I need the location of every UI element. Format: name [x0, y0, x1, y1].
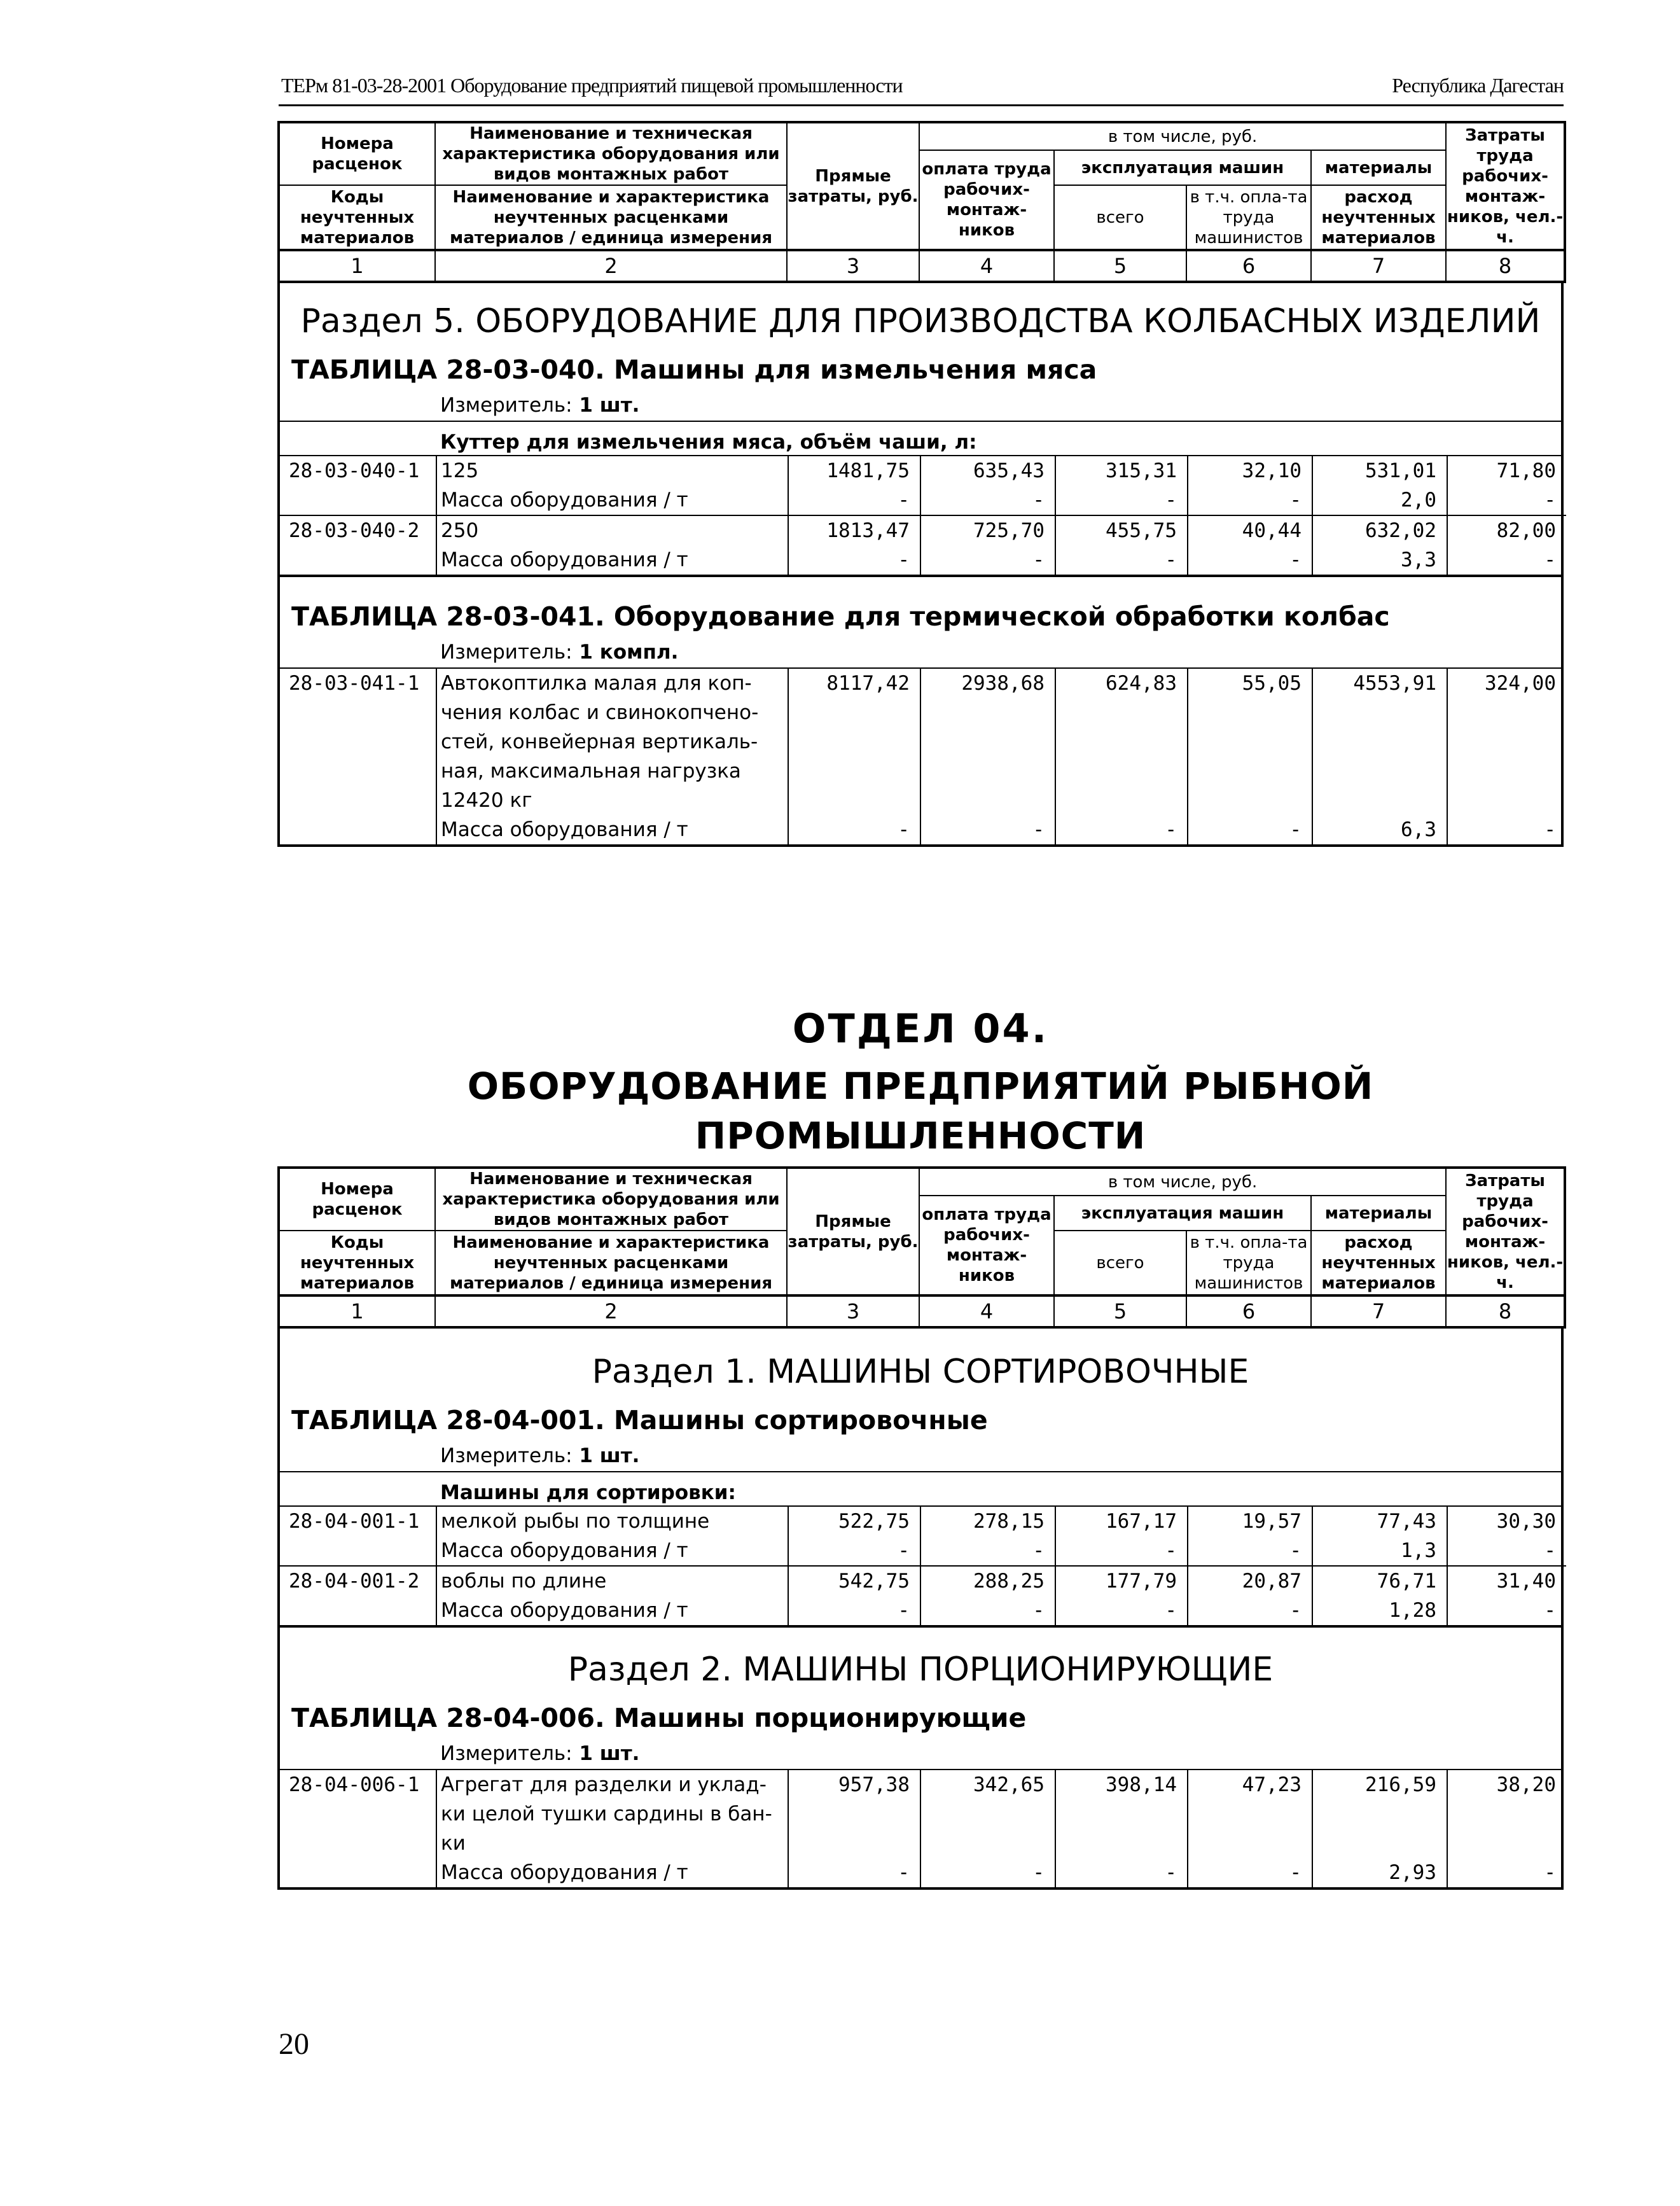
column-number: 3 — [787, 250, 919, 282]
rate-name: Масса оборудования / т — [436, 485, 788, 515]
rate-code: 28-04-006-1 — [289, 1773, 420, 1796]
value-labor-pay: 342,65 — [920, 1770, 1055, 1858]
value-direct-costs: 542,75 — [788, 1566, 920, 1596]
header-machinist-pay: в т.ч. опла-та труда машинистов — [1186, 185, 1311, 250]
value-labor-hours: 82,00 — [1447, 515, 1566, 545]
value-material-usage: 2,0 — [1312, 485, 1447, 515]
value-direct-costs: - — [788, 545, 920, 575]
rate-name-line: ки целой тушки сардины в бан- — [441, 1803, 772, 1826]
mass-row — [280, 1596, 1566, 1625]
value-machinist-pay: 47,23 — [1188, 1770, 1312, 1858]
mass-row — [280, 545, 1566, 575]
section-title: Раздел 2. МАШИНЫ ПОРЦИОНИРУЮЩИЕ — [567, 1651, 1274, 1689]
unit-value: 1 компл. — [579, 641, 679, 664]
header-materials: материалы — [1311, 1196, 1446, 1231]
value-direct-costs: 1481,75 — [788, 456, 920, 485]
unit-label: Измеритель: — [440, 1444, 573, 1467]
header-labor-hours: Затраты труда рабочих-монтаж-ников, чел.-ч. — [1446, 1168, 1565, 1295]
value-machines-total: 167,17 — [1055, 1507, 1188, 1536]
unit-of-measure — [280, 394, 1561, 422]
unit-of-measure — [280, 1444, 1561, 1472]
value-material-usage: 2,93 — [1312, 1858, 1447, 1887]
rate-name: Масса оборудования / т — [436, 1858, 788, 1887]
division-number: ОТДЕЛ 04. — [792, 1005, 1049, 1052]
rate-name: 250 — [436, 515, 788, 545]
value-machinist-pay: 20,87 — [1188, 1566, 1312, 1596]
rate-code — [280, 815, 436, 844]
mass-row — [280, 1858, 1566, 1887]
rates-rows — [280, 669, 1566, 844]
rate-name-line: чения колбас и свинокопчено- — [441, 701, 759, 724]
rates-rows — [280, 1507, 1566, 1625]
header-machines: эксплуатация машин — [1054, 1196, 1311, 1231]
division-title-line: ПРОМЫШЛЕННОСТИ — [695, 1114, 1146, 1157]
value-labor-hours: 38,20 — [1447, 1770, 1566, 1858]
value-material-usage: 76,71 — [1312, 1566, 1447, 1596]
rate-name: Масса оборудования / т — [436, 1596, 788, 1625]
rate-code: 28-03-040-2 — [280, 515, 436, 545]
column-number: 5 — [1054, 1295, 1186, 1327]
rate-name: воблы по длине — [436, 1566, 788, 1596]
value-machines-total: 177,79 — [1055, 1566, 1188, 1596]
value-machinist-pay: - — [1188, 1858, 1312, 1887]
column-number: 3 — [787, 1295, 919, 1327]
table-title: ТАБЛИЦА 28-03-040. Машины для измельчения мяса — [291, 354, 1097, 385]
rates-content-1 — [277, 283, 1564, 847]
column-number: 8 — [1446, 1295, 1565, 1327]
rate-code: 28-04-001-2 — [280, 1566, 436, 1596]
value-material-usage: 216,59 — [1312, 1770, 1447, 1858]
value-direct-costs: 1813,47 — [788, 515, 920, 545]
division-title — [277, 1061, 1564, 1161]
value-direct-costs: 8117,42 — [788, 669, 920, 815]
rate-name-line: 12420 кг — [441, 789, 532, 812]
value-labor-pay: - — [920, 1858, 1055, 1887]
column-header — [277, 121, 1566, 283]
rate-row — [280, 669, 1566, 815]
header-including: в том числе, руб. — [919, 122, 1446, 150]
value-machines-total: - — [1055, 1536, 1188, 1566]
value-direct-costs: - — [788, 815, 920, 844]
value-material-usage: 632,02 — [1312, 515, 1447, 545]
value-machinist-pay: 32,10 — [1188, 456, 1312, 485]
value-labor-pay: - — [920, 815, 1055, 844]
rate-name-line: ная, максимальная нагрузка — [441, 760, 741, 783]
column-number: 4 — [919, 250, 1054, 282]
value-machinist-pay: 19,57 — [1188, 1507, 1312, 1536]
unit-of-measure — [280, 641, 1561, 669]
value-labor-hours: 71,80 — [1447, 456, 1566, 485]
column-number: 2 — [435, 1295, 787, 1327]
rate-code: 28-03-040-1 — [289, 459, 420, 482]
header-name: Наименование и техническая характеристика оборудования или видов монтажных работ — [435, 1168, 787, 1231]
rates-rows — [280, 1770, 1566, 1887]
rate-name: 125 — [436, 456, 788, 485]
value-machines-total: - — [1055, 545, 1188, 575]
value-labor-hours: - — [1447, 1858, 1566, 1887]
value-machinist-pay: 40,44 — [1188, 515, 1312, 545]
column-header — [277, 1166, 1566, 1329]
header-name: Наименование и техническая характеристика оборудования или видов монтажных работ — [435, 122, 787, 185]
header-codes: Номера расценок — [279, 122, 435, 185]
division-title-line: ОБОРУДОВАНИЕ ПРЕДПРИЯТИЙ РЫБНОЙ — [467, 1065, 1374, 1108]
rate-name-line: Автокоптилка малая для коп- — [441, 672, 752, 695]
value-machines-total: 315,31 — [1055, 456, 1188, 485]
running-head-region: Республика Дагестан — [1392, 74, 1564, 97]
value-labor-hours: 31,40 — [1447, 1566, 1566, 1596]
group-heading: Машины для сортировки: — [280, 1472, 1561, 1507]
header-material-names: Наименование и характеристика неучтенных расценками материалов / единица измерения — [435, 1231, 787, 1295]
rates-table-block-1 — [277, 121, 1564, 847]
value-direct-costs: - — [788, 1536, 920, 1566]
unit-label: Измеритель: — [440, 1742, 573, 1765]
rates-rows — [280, 456, 1566, 575]
value-machines-total: - — [1055, 485, 1188, 515]
table-title: ТАБЛИЦА 28-03-041. Оборудование для термической обработки колбас — [291, 601, 1390, 632]
table-title: ТАБЛИЦА 28-04-001. Машины сортировочные — [291, 1405, 988, 1435]
header-material-usage: расход неучтенных материалов — [1311, 185, 1446, 250]
unit-label: Измеритель: — [440, 394, 573, 417]
value-material-usage: 77,43 — [1312, 1507, 1447, 1536]
value-direct-costs: - — [788, 1858, 920, 1887]
value-labor-hours: - — [1447, 545, 1566, 575]
value-machinist-pay: - — [1188, 815, 1312, 844]
rate-code — [280, 545, 436, 575]
running-head — [279, 71, 1564, 106]
value-direct-costs: 522,75 — [788, 1507, 920, 1536]
table-title: ТАБЛИЦА 28-04-006. Машины порционирующие — [291, 1703, 1027, 1733]
rate-code — [280, 1536, 436, 1566]
value-labor-pay: - — [920, 1596, 1055, 1625]
value-material-usage: 531,01 — [1312, 456, 1447, 485]
value-material-usage: 1,3 — [1312, 1536, 1447, 1566]
column-number: 6 — [1186, 250, 1311, 282]
header-material-names: Наименование и характеристика неучтенных расценками материалов / единица измерения — [435, 185, 787, 250]
column-number: 5 — [1054, 250, 1186, 282]
column-number: 7 — [1311, 250, 1446, 282]
unit-of-measure — [280, 1742, 1561, 1770]
unit-value: 1 шт. — [579, 1444, 640, 1467]
running-head-title: ТЕРм 81-03-28-2001 Оборудование предприятий пищевой промышленности — [281, 74, 903, 97]
value-machinist-pay: - — [1188, 1536, 1312, 1566]
rates-content-2 — [277, 1329, 1564, 1890]
value-labor-pay: 2938,68 — [920, 669, 1055, 815]
value-direct-costs: - — [788, 1596, 920, 1625]
rate-row — [280, 515, 1566, 545]
header-codes: Номера расценок — [279, 1168, 435, 1231]
group-heading: Куттер для измельчения мяса, объём чаши, л: — [280, 422, 1561, 456]
value-labor-pay: 288,25 — [920, 1566, 1055, 1596]
value-labor-hours: - — [1447, 1596, 1566, 1625]
section-title: Раздел 1. МАШИНЫ СОРТИРОВОЧНЫЕ — [592, 1353, 1249, 1391]
rate-name: Масса оборудования / т — [436, 545, 788, 575]
header-machines: эксплуатация машин — [1054, 150, 1311, 185]
unit-value: 1 шт. — [579, 394, 640, 417]
value-labor-pay: - — [920, 545, 1055, 575]
value-material-usage: 3,3 — [1312, 545, 1447, 575]
header-direct-costs: Прямые затраты, руб. — [787, 1168, 919, 1295]
header-labor-hours: Затраты труда рабочих-монтаж-ников, чел.-ч. — [1446, 122, 1565, 250]
rates-table-block-2 — [277, 1166, 1564, 1890]
section-title: Раздел 5. ОБОРУДОВАНИЕ ДЛЯ ПРОИЗВОДСТВА КОЛБАСНЫХ ИЗДЕЛИЙ — [300, 302, 1541, 340]
value-labor-hours: 30,30 — [1447, 1507, 1566, 1536]
rate-row — [280, 1507, 1566, 1536]
rate-name — [436, 1770, 788, 1858]
rate-code — [280, 485, 436, 515]
value-material-usage: 1,28 — [1312, 1596, 1447, 1625]
column-number: 6 — [1186, 1295, 1311, 1327]
header-material-codes: Коды неучтенных материалов — [279, 185, 435, 250]
value-direct-costs: - — [788, 485, 920, 515]
header-material-codes: Коды неучтенных материалов — [279, 1231, 435, 1295]
rate-name-line: ки — [441, 1832, 466, 1855]
column-number: 2 — [435, 250, 787, 282]
rate-name — [436, 669, 788, 815]
value-machinist-pay: 55,05 — [1188, 669, 1312, 815]
value-labor-pay: - — [920, 485, 1055, 515]
unit-value: 1 шт. — [579, 1742, 640, 1765]
value-labor-pay: 725,70 — [920, 515, 1055, 545]
value-machines-total: 455,75 — [1055, 515, 1188, 545]
value-machines-total: - — [1055, 1858, 1188, 1887]
rate-name: Масса оборудования / т — [436, 1536, 788, 1566]
header-machines-total: всего — [1054, 185, 1186, 250]
header-machinist-pay: в т.ч. опла-та труда машинистов — [1186, 1231, 1311, 1295]
value-machines-total: 624,83 — [1055, 669, 1188, 815]
mass-row — [280, 1536, 1566, 1566]
rate-name-line: Агрегат для разделки и уклад- — [441, 1773, 767, 1796]
value-machinist-pay: - — [1188, 545, 1312, 575]
column-number: 1 — [279, 250, 435, 282]
value-machines-total: - — [1055, 815, 1188, 844]
header-materials: материалы — [1311, 150, 1446, 185]
rate-code — [280, 1596, 436, 1625]
header-machines-total: всего — [1054, 1231, 1186, 1295]
column-numbers — [279, 1295, 1565, 1327]
value-labor-pay: - — [920, 1536, 1055, 1566]
value-labor-hours: - — [1447, 815, 1566, 844]
rate-row — [280, 456, 1566, 485]
column-number: 1 — [279, 1295, 435, 1327]
value-labor-hours: - — [1447, 1536, 1566, 1566]
value-machinist-pay: - — [1188, 485, 1312, 515]
value-labor-pay: 635,43 — [920, 456, 1055, 485]
rate-code: 28-04-001-1 — [289, 1510, 420, 1533]
header-labor-pay: оплата труда рабочих-монтаж-ников — [919, 1196, 1054, 1295]
rate-code — [280, 1858, 436, 1887]
value-labor-hours: 324,00 — [1447, 669, 1566, 815]
header-material-usage: расход неучтенных материалов — [1311, 1231, 1446, 1295]
rate-name: мелкой рыбы по толщине — [436, 1507, 788, 1536]
header-including: в том числе, руб. — [919, 1168, 1446, 1196]
unit-label: Измеритель: — [440, 641, 573, 664]
value-material-usage: 6,3 — [1312, 815, 1447, 844]
column-number: 4 — [919, 1295, 1054, 1327]
value-material-usage: 4553,91 — [1312, 669, 1447, 815]
header-labor-pay: оплата труда рабочих-монтаж-ников — [919, 150, 1054, 250]
value-labor-hours: - — [1447, 485, 1566, 515]
rate-row — [280, 1566, 1566, 1596]
mass-row — [280, 485, 1566, 515]
page-number: 20 — [279, 2027, 309, 2061]
value-machines-total: 398,14 — [1055, 1770, 1188, 1858]
column-number: 7 — [1311, 1295, 1446, 1327]
header-direct-costs: Прямые затраты, руб. — [787, 122, 919, 250]
rate-code: 28-03-041-1 — [289, 672, 420, 695]
rate-name-line: стей, конвейерная вертикаль- — [441, 730, 758, 753]
rate-name: Масса оборудования / т — [436, 815, 788, 844]
column-numbers — [279, 250, 1565, 282]
mass-row — [280, 815, 1566, 844]
value-labor-pay: 278,15 — [920, 1507, 1055, 1536]
column-number: 8 — [1446, 250, 1565, 282]
value-machines-total: - — [1055, 1596, 1188, 1625]
rate-row — [280, 1770, 1566, 1858]
value-machinist-pay: - — [1188, 1596, 1312, 1625]
value-direct-costs: 957,38 — [788, 1770, 920, 1858]
